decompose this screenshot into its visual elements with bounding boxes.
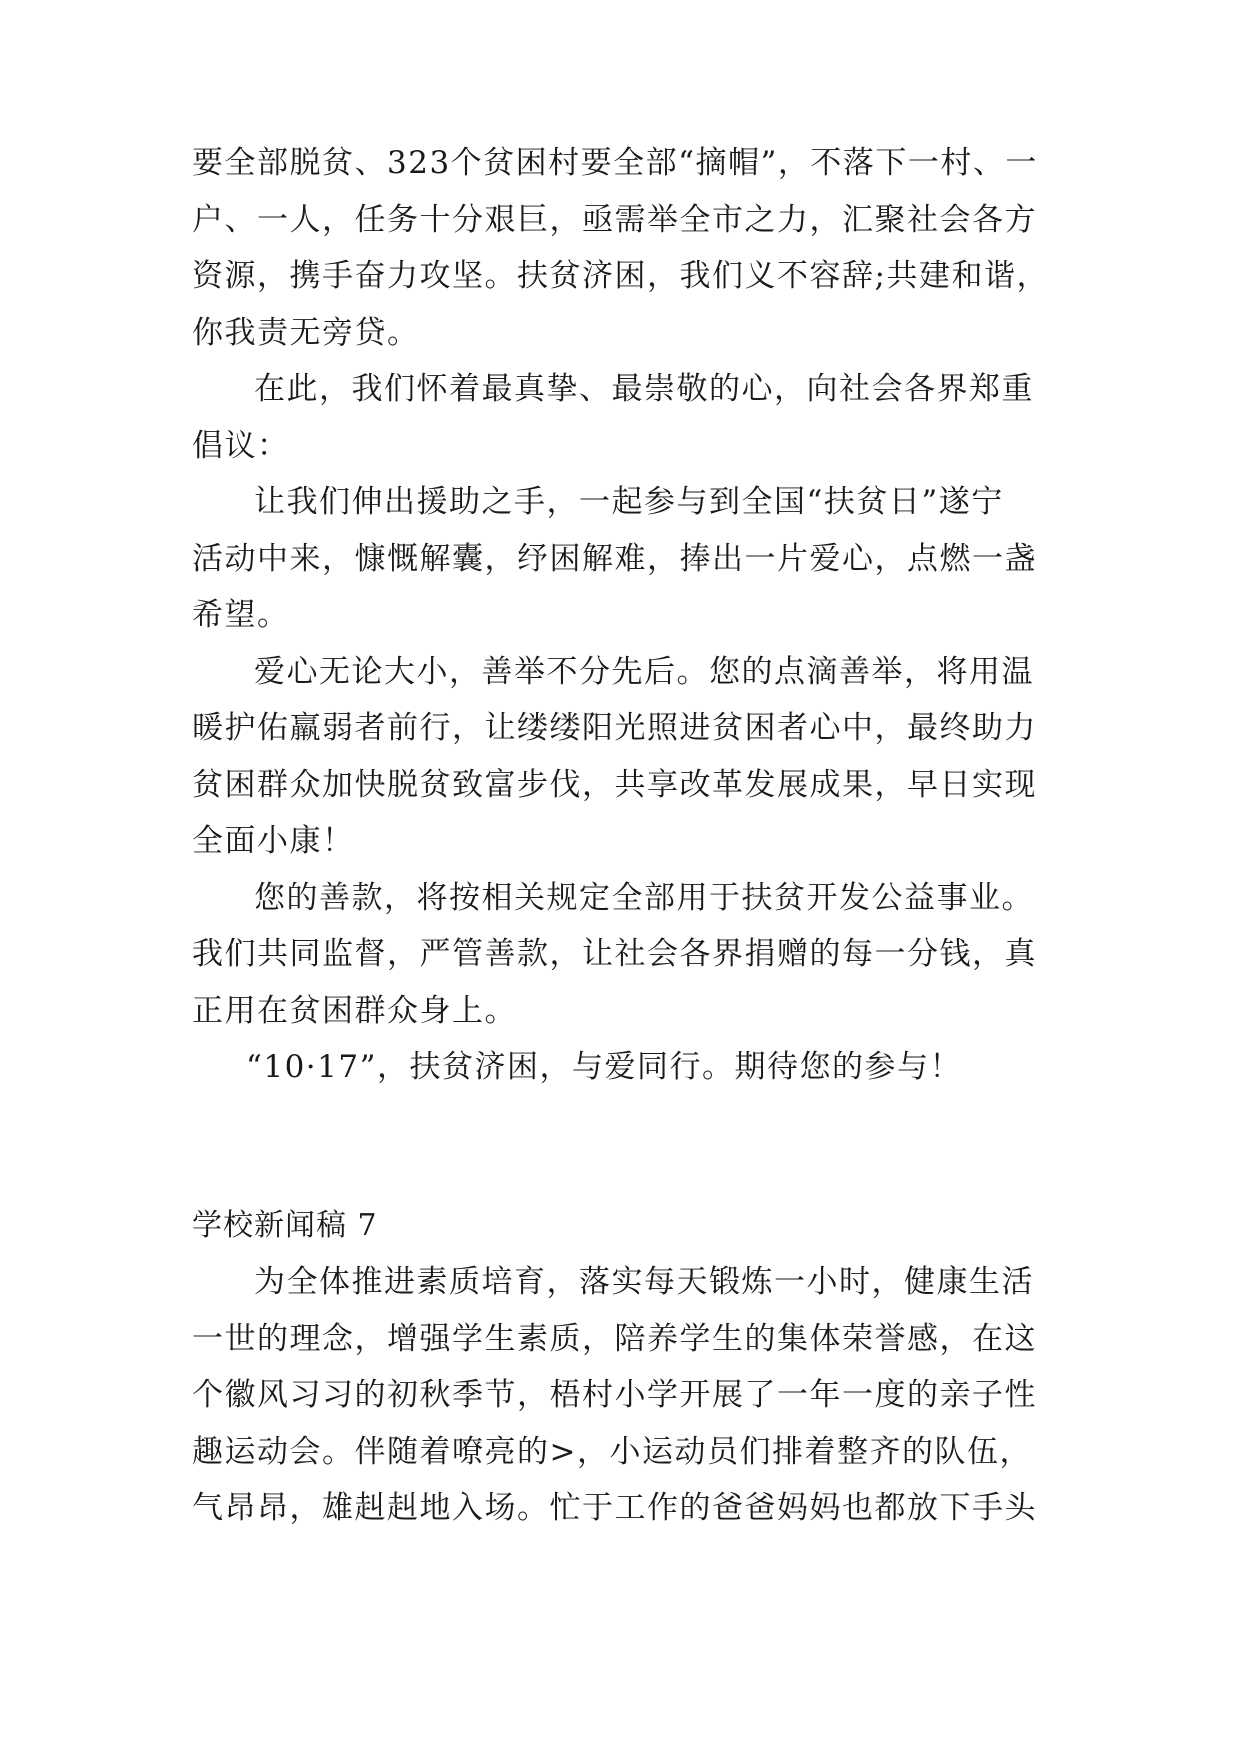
- love-line-4: 全面小康！: [192, 823, 355, 859]
- appeal-line-2: 倡议：: [192, 428, 290, 464]
- love-line-2: 暖护佑羸弱者前行，让缕缕阳光照进贫困者心中，最终助力: [192, 710, 1037, 746]
- donation-line-2: 我们共同监督，严管善款，让社会各界捐赠的每一分钱，真: [192, 936, 1037, 972]
- intro-line-1: 要全部脱贫、323个贫困村要全部“摘帽”，不落下一村、一: [192, 145, 1038, 181]
- donation-line-1: 您的善款，将按相关规定全部用于扶贫开发公益事业。: [254, 880, 1034, 916]
- donation-line-3: 正用在贫困群众身上。: [192, 993, 517, 1029]
- section-title: 学校新闻稿 7: [192, 1208, 378, 1243]
- participate-line-1: 让我们伸出援助之手，一起参与到全国“扶贫日”遂宁: [254, 484, 1004, 520]
- love-line-3: 贫困群众加快脱贫致富步伐，共享改革发展成果，早日实现: [192, 767, 1037, 803]
- intro-line-4: 你我责无旁贷。: [192, 315, 420, 351]
- intro-line-3: 资源，携手奋力攻坚。扶贫济困，我们义不容辞;共建和谐，: [192, 258, 1049, 294]
- participate-line-3: 希望。: [192, 597, 290, 633]
- participate-line-2: 活动中来，慷慨解囊，纾困解难，捧出一片爱心，点燃一盏: [192, 541, 1037, 577]
- news-line-2: 一世的理念，增强学生素质，陪养学生的集体荣誉感，在这: [192, 1321, 1037, 1357]
- intro-line-2: 户、一人，任务十分艰巨，亟需举全市之力，汇聚社会各方: [192, 202, 1037, 238]
- appeal-line-1: 在此，我们怀着最真挚、最崇敬的心，向社会各界郑重: [254, 371, 1034, 407]
- closing-line: “10·17”，扶贫济困，与爱同行。期待您的参与！: [246, 1049, 962, 1085]
- news-line-1: 为全体推进素质培育，落实每天锻炼一小时，健康生活: [254, 1264, 1034, 1300]
- news-line-4: 趣运动会。伴随着嘹亮的>，小运动员们排着整齐的队伍，: [192, 1434, 1032, 1470]
- love-line-1: 爱心无论大小，善举不分先后。您的点滴善举，将用温: [254, 654, 1034, 690]
- news-line-5: 气昂昂，雄赳赳地入场。忙于工作的爸爸妈妈也都放下手头: [192, 1490, 1037, 1526]
- news-line-3: 个徽风习习的初秋季节，梧村小学开展了一年一度的亲子性: [192, 1377, 1037, 1413]
